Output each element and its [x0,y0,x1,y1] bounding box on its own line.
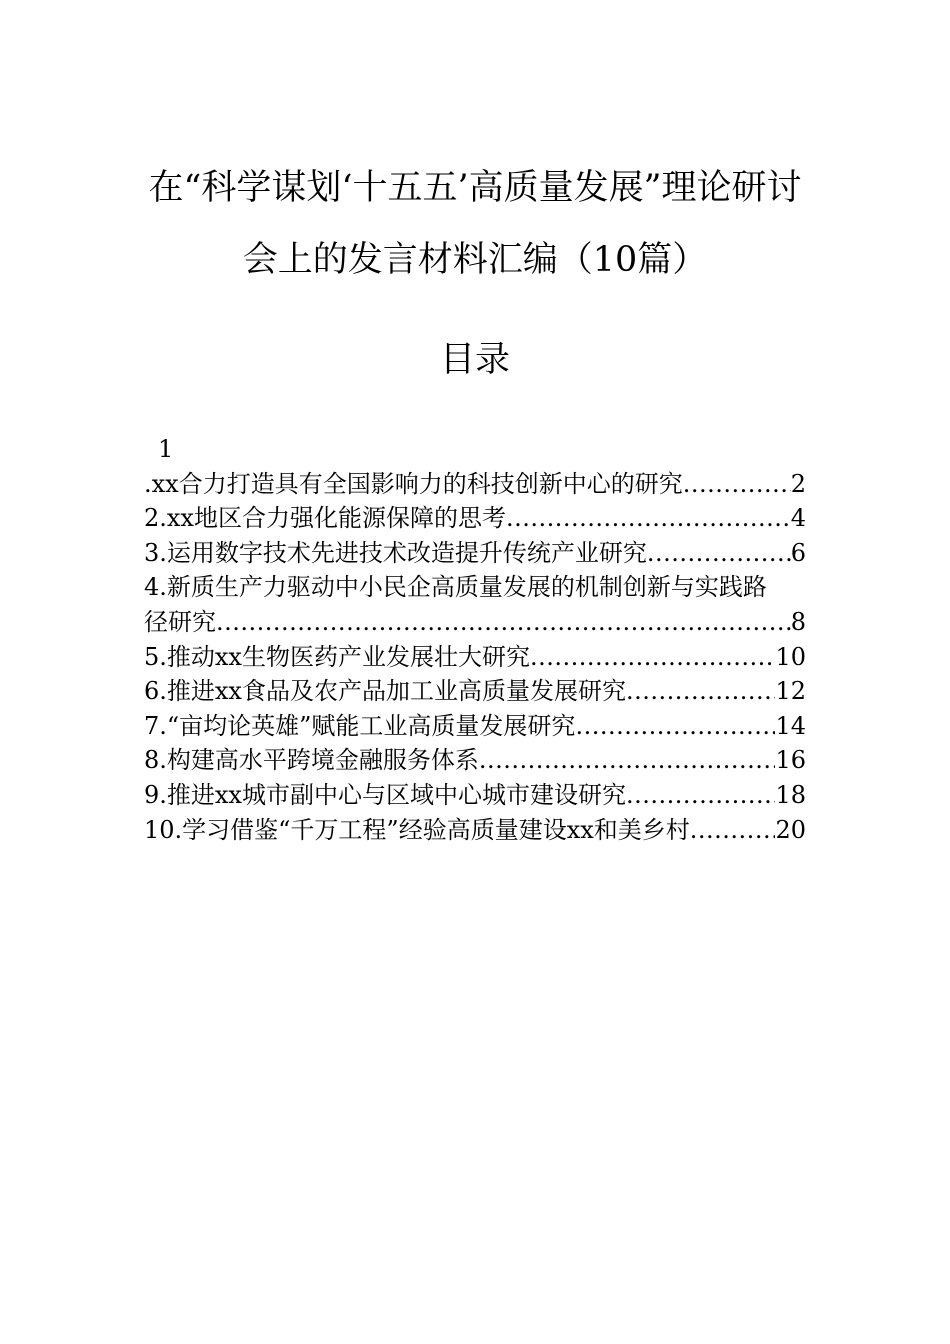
toc-item-2-title: 2.xx地区合力强化能源保障的思考 [144,504,506,533]
toc-item-5[interactable] [144,640,806,675]
toc-item-3-title: 3.运用数字技术先进技术改造提升传统产业研究 [144,538,647,567]
toc-item-8-title: 8.构建高水平跨境金融服务体系 [144,746,479,775]
toc-leader-dots [530,640,775,675]
toc-item-4-page: 8 [790,607,806,636]
toc-item-9-page: 18 [775,780,806,809]
toc-item-1-number: 1 [158,435,174,463]
table-of-contents [144,432,806,847]
document-title-line-1: 在“科学谋划‘十五五’高质量发展”理论研讨 [148,168,802,208]
toc-item-7-page: 14 [775,711,806,740]
toc-leader-dots [479,743,776,778]
toc-item-4[interactable] [144,605,806,640]
toc-item-10-page: 20 [775,815,806,844]
toc-leader-dots [626,674,775,709]
toc-item-5-title: 5.推动xx生物医药产业发展壮大研究 [144,642,530,671]
toc-item-1[interactable] [144,467,806,502]
toc-item-9-title: 9.推进xx城市副中心与区域中心城市建设研究 [144,780,626,809]
toc-item-6[interactable] [144,674,806,709]
toc-leader-dots [647,536,791,571]
toc-item-8-page: 16 [775,746,806,775]
toc-leader-dots [506,501,791,536]
toc-leader-dots [683,467,791,502]
toc-leader-dots [626,778,775,813]
toc-item-10[interactable] [144,813,806,848]
document-title-line-2: 会上的发言材料汇编（10篇） [242,240,708,280]
toc-item-8[interactable] [144,743,806,778]
toc-item-1-title: .xx合力打造具有全国影响力的科技创新中心的研究 [144,469,683,498]
toc-item-4-title-line-1[interactable]: 4.新质生产力驱动中小民企高质量发展的机制创新与实践路 [144,573,767,602]
toc-leader-dots [690,813,776,848]
toc-item-7[interactable] [144,709,806,744]
toc-item-10-title: 10.学习借鉴“千万工程”经验高质量建设xx和美乡村 [144,815,690,844]
toc-heading: 目录 [439,340,510,380]
toc-item-3[interactable] [144,536,806,571]
toc-leader-dots [575,709,775,744]
toc-item-4-title-line-2: 径研究 [144,607,216,636]
toc-item-1-page: 2 [790,469,806,498]
toc-item-6-page: 12 [775,677,806,706]
toc-item-5-page: 10 [775,642,806,671]
toc-item-2-page: 4 [790,504,806,533]
toc-leader-dots [216,605,791,640]
toc-item-2[interactable] [144,501,806,536]
toc-item-3-page: 6 [790,538,806,567]
toc-item-7-title: 7.“亩均论英雄”赋能工业高质量发展研究 [144,711,576,740]
toc-item-9[interactable] [144,778,806,813]
toc-item-6-title: 6.推进xx食品及农产品加工业高质量发展研究 [144,677,626,706]
